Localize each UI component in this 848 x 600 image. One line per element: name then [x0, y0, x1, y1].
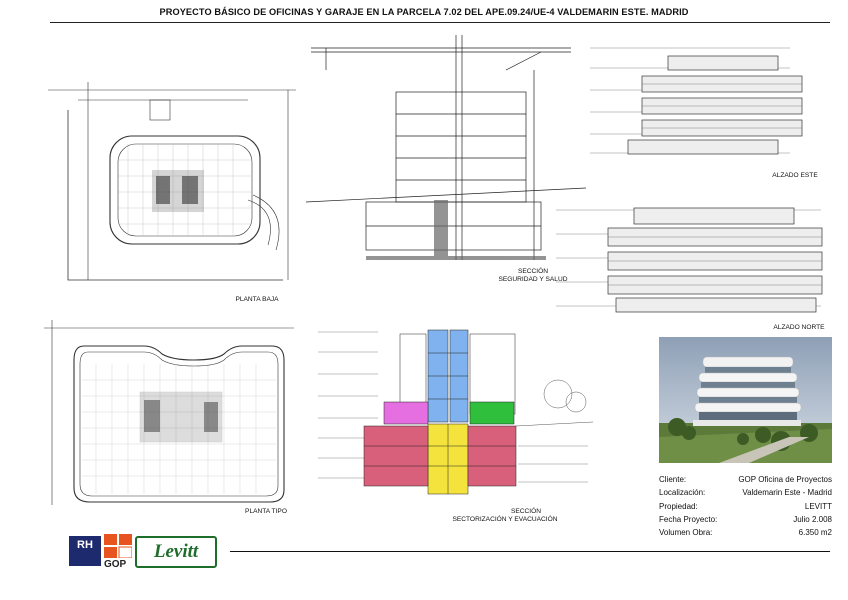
info-label: Localización: [659, 488, 706, 498]
info-value: GOP Oficina de Proyectos [738, 475, 832, 484]
planta-baja-label: PLANTA BAJA [235, 296, 279, 303]
project-info [659, 473, 832, 539]
info-row-volumen [659, 526, 832, 539]
info-label: Volumen Obra: [659, 528, 713, 538]
seccion-sector-label-2: SECTORIZACIÓN Y EVACUACIÓN [452, 516, 558, 523]
gop-logo-text: GOP [104, 559, 127, 570]
info-value: Valdemarin Este - Madrid [742, 488, 832, 498]
alzado-este-drawing [590, 38, 830, 166]
planta-tipo-label: PLANTA TIPO [245, 508, 287, 515]
info-row-propiedad [659, 500, 832, 513]
info-row-localizacion [659, 486, 832, 499]
info-row-cliente [659, 473, 832, 486]
title-underline [50, 22, 830, 23]
sheet-title: PROYECTO BÁSICO DE OFICINAS Y GARAJE EN LA PARCELA 7.02 DEL APE.09.24/UE-4 VALDEMARIN ESTE. MADRID [159, 7, 689, 17]
planta-baja-drawing [48, 80, 296, 292]
seccion-seguridad-label-1: SECCIÓN [517, 268, 549, 275]
info-value: LEVITT [804, 501, 832, 511]
info-label: Fecha Proyecto: [659, 514, 718, 524]
info-label: Cliente: [659, 475, 687, 484]
seccion-sector-label-1: SECCIÓN [510, 508, 542, 515]
info-value: 6.350 m2 [798, 528, 832, 538]
seccion-sectorizacion-drawing [318, 326, 598, 500]
gop-logo-icon [104, 534, 132, 558]
info-value: Julio 2.008 [793, 514, 832, 524]
rh-logo [69, 536, 101, 566]
planta-tipo-drawing [44, 320, 296, 510]
levitt-logo [135, 536, 217, 568]
levitt-logo-text: Levitt [153, 541, 199, 562]
alzado-norte-label: ALZADO NORTE [773, 324, 825, 331]
rh-logo-text: RH [77, 539, 93, 551]
seccion-seguridad-label-2: SEGURIDAD Y SALUD [498, 276, 568, 283]
bottom-rule [230, 551, 830, 552]
alzado-norte-drawing [556, 188, 836, 320]
info-row-fecha [659, 513, 832, 526]
building-render [659, 337, 832, 463]
alzado-este-label: ALZADO ESTE [772, 172, 818, 179]
seccion-seguridad-drawing [306, 30, 588, 268]
info-label: Propiedad: [659, 501, 698, 511]
